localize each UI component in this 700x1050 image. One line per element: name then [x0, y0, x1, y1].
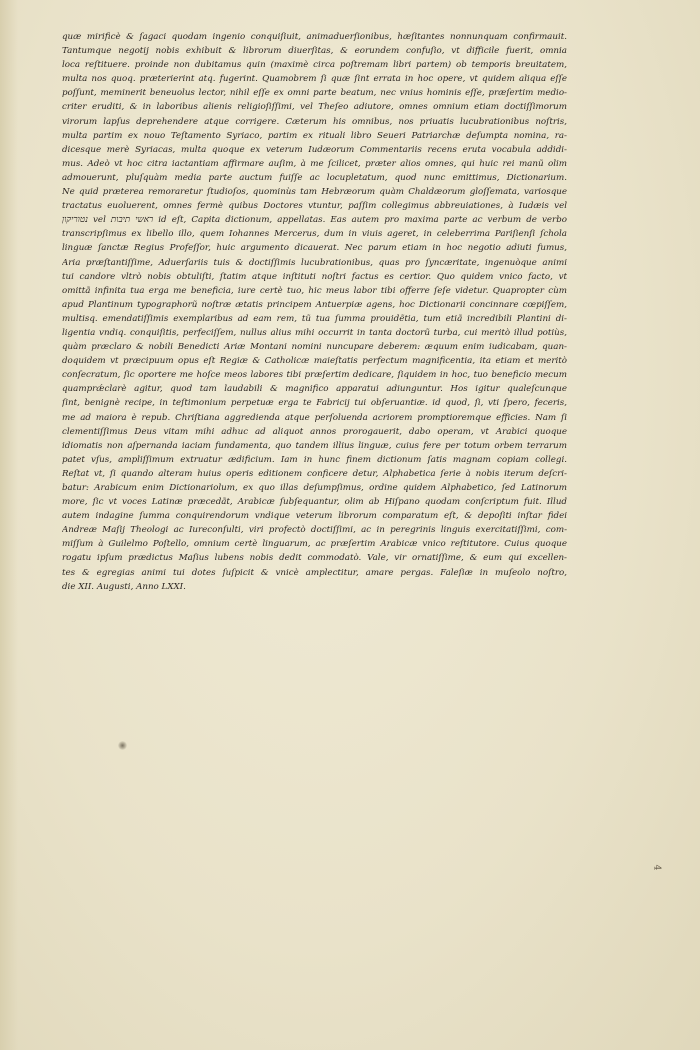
- text-line: more, ſic vt voces Latinæ præcedãt, Arabicæ ſubſequantur, olim ab Hiſpano quodam conſcriptum fuit. Illud: [62, 497, 567, 508]
- text-line-hebrew: נטוריקון vel ראשי תיבות id eſt, Capita dictionum, appellatas. Eas autem pro maxima parte ac verbum de verbo: [62, 215, 567, 226]
- margin-mark: 4: [651, 864, 662, 871]
- text-line: quæ mirificè & ſagaci quodam ingenio conquiſiuit, animaduerſionibus, hæſitantes nonnunquam confirmauit.: [62, 32, 567, 42]
- text-line: doquidem vt præcipuum opus eſt Regiæ & Catholicæ maieſtatis perfectum magnificentia, ita etiam et meritò: [62, 356, 567, 367]
- text-line: batur: Arabicum enim Dictionariolum, ex quo illas deſumpſimus, ordine quidem Alphabetico, ſed Latinorum: [62, 483, 567, 493]
- text-line: apud Plantinum typographorũ noſtræ ætatis principem Antuerpiæ agens, hoc Dictionarii concinnare cœpiſſem,: [62, 299, 567, 310]
- text-line: multa nos quoq. præterierint atq. fugerint. Quamobrem ſi quæ ſint errata in hoc opere, vt quidem aliqua eſſe: [62, 74, 567, 85]
- text-line: tractatus euoluerent, omnes fermè quibus Doctores vtuntur, paſſim collegimus abbreuiationes, à Iudæis vel: [62, 201, 567, 212]
- text-line: me ad maiora è repub. Chriſtiana aggredienda atque perſoluenda acriorem promptioremque efficies. Nam ſi: [62, 412, 567, 423]
- text-line: virorum lapſus deprehendere atque corrigere. Cæterum his omnibus, nos priuatis lucubrationibus noſtris,: [62, 116, 567, 127]
- text-line: admouerunt, pluſquàm media parte auctum fuiſſe ac locupletatum, quod nunc emittimus, Dictionarium.: [62, 172, 567, 183]
- text-line: omittã infinita tua erga me beneficia, iure certè tuo, hic meus labor tibi offerre ſeſe videtur. Quapropter cùm: [62, 285, 567, 296]
- text-line: idiomatis non aſpernanda iaciam fundamenta, quo tandem illius linguæ, cuius fere per totum orbem terrarum: [62, 440, 567, 451]
- text-line: multisq. emendatiſſimis exemplaribus ad eam rem, tũ tua ſumma prouidẽtia, tum etiã incredibili Plantini di-: [62, 313, 567, 324]
- text-line: linguæ ſanctæ Regius Profeſſor, huic argumento dicauerat. Nec parum etiam in hoc negotio adiuti fumus,: [62, 243, 567, 254]
- text-line: Reſtat vt, ſi quando alteram huius operis editionem conficere detur, Alphabetica ſerie à nobis iterum deſcri-: [62, 468, 567, 479]
- text-line: mus. Adeò vt hoc citra iactantiam affirmare auſim, à me ſcilicet, præter alios omnes, qui huic rei manũ olim: [62, 158, 567, 169]
- text-line: Andreæ Maſij Theologi ac Iureconſulti, viri profectò doctiſſimi, ac in peregrinis linguis exercitatiſſimi, com-: [62, 525, 567, 536]
- text-line: quamprǽclarè agitur, quod tam laudabili & magnifico apparatui adiunguntur. Hos igitur qualeſcunque: [62, 384, 567, 395]
- text-line: miſſum à Guilelmo Poſtello, omnium certè linguarum, ac præſertim Arabicæ vnico reſtitutore. Cuius quoque: [62, 539, 567, 550]
- text-line: multa partim ex nouo Teſtamento Syriaco, partim ex rituali libro Seueri Patriarchæ deſumpta nomina, ra-: [62, 130, 567, 141]
- text-line: Tantumque negotij nobis exhibuit & librorum diuerſitas, & eorundem confuſio, vt difficile fuerit, omnia: [62, 46, 567, 57]
- text-line: rogatu ipſum prædictus Maſius lubens nobis dedit commodatò. Vale, vir ornatiſſime, & eum qui excellen-: [62, 553, 567, 564]
- text-line: tes & egregias animi tui dotes ſuſpicit & vnicè amplectitur, amare pergas. Faleſiæ in muſeolo noſtro,: [62, 567, 567, 578]
- text-line: clementiſſimus Deus vitam mihi adhuc ad aliquot annos prorogauerit, dabo operam, vt Arabici quoque: [62, 426, 567, 437]
- text-line: ſint, benignè recipe, in teſtimonium perpetuæ erga te Fabricij tui obſeruantiæ. id quod, ſi, vti ſpero, feceris,: [62, 398, 567, 409]
- text-line: criter eruditi, & in laboribus alienis religioſiſſimi, vel Theſeo adiutore, omnes omnium etiam doctiſſimorum: [62, 102, 567, 113]
- text-line: conſecratum, ſic oportere me hoſce meos labores tibi præſertim dedicare, ſiquidem in hoc, tuo beneficio mecum: [62, 370, 567, 381]
- text-line: ligentia vndiq. conquiſitis, perfeciſſem, nullus alius mihi occurrit in tanta doctorũ turba, cui meritò illud potiùs,: [62, 327, 567, 338]
- ink-spot: [118, 741, 127, 750]
- text-line: poſſunt, meminerit beneuolus lector, nihil eſſe ex omni parte beatum, nec vnius hominis eſſe, præſertim medio-: [62, 88, 567, 99]
- text-line: tui candore vltrò nobis obtuliſti, ſtatim atque inſtituti noſtri factus es certior. Quo quidem vnico facto, vt: [62, 271, 567, 282]
- text-line: patet vſus, ampliſſimum extruatur ædificium. Iam in hunc finem dictionum ſatis magnam copiam collegi.: [62, 454, 567, 465]
- body-text: [62, 30, 567, 594]
- text-line: loca reſtituere. proinde non dubitamus quin (maximè circa poſtremam libri partem) ob temporis breuitatem,: [62, 60, 567, 71]
- text-line: autem indagine ſumma conquirendorum vndique veterum librorum comparatum eſt, & depoſiti inſtar fidei: [62, 511, 567, 522]
- dateline: die XII. Augusti, Anno LXXI.: [62, 581, 186, 592]
- text-line: Aria præſtantiſſime, Aduerſariis tuis & doctiſſimis lucubrationibus, quas pro ſyncæritate, ingenuòque animi: [62, 257, 567, 268]
- binding-gutter: [0, 0, 18, 1050]
- text-line: Ne quid præterea remoraretur ſtudioſos, quominùs tam Hebræorum quàm Chaldæorum gloſſemata, variosque: [62, 187, 567, 198]
- text-line: transcripſimus ex libello illo, quem Iohannes Mercerus, dum in viuis ageret, in celeberrima Pariſienſi ſchola: [62, 229, 567, 240]
- text-line: quàm præclaro & nobili Benedicti Ariæ Montani nomini nuncupare deberem: æquum enim iudicabam, quan-: [62, 342, 567, 353]
- text-line: dicesque merè Syriacas, multa quoque ex veterum Iudæorum Commentariis recens eruta vocabula addidi-: [62, 144, 567, 155]
